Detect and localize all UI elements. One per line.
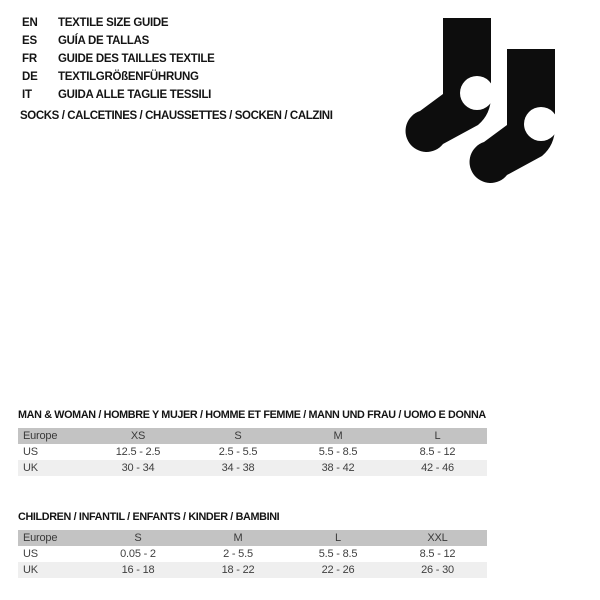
column-header: S [134,532,142,544]
cell: 5.5 - 8.5 [318,446,358,458]
language-label: GUIDA ALLE TAGLIE TESSILI [58,89,212,101]
table-title-children: CHILDREN / INFANTIL / ENFANTS / KINDER / BAMBINI [18,511,280,523]
column-header: M [233,532,243,544]
cell: 5.5 - 8.5 [318,548,358,560]
table-row-us [18,546,487,562]
column-header: Europe [23,430,58,442]
cell: 38 - 42 [321,462,355,474]
table-row-uk [18,460,487,476]
row-label: UK [23,564,38,576]
cell: 30 - 34 [121,462,155,474]
cell: 8.5 - 12 [419,548,456,560]
column-header: M [333,430,343,442]
column-header: XXL [427,532,448,544]
language-code: EN [22,17,38,29]
row-label: UK [23,462,38,474]
cell: 26 - 30 [421,564,454,576]
socks-icon [403,10,560,187]
table-row-uk [18,562,487,578]
column-header: S [234,430,242,442]
column-header: L [434,430,441,442]
language-code: IT [22,89,32,101]
language-row-de [22,68,215,86]
table-header-row [18,530,487,546]
language-label: GUÍA DE TALLAS [58,35,149,47]
cell: 8.5 - 12 [419,446,456,458]
language-code: ES [22,35,37,47]
language-label: TEXTILGRÖßENFÜHRUNG [58,71,199,83]
table-header-row [18,428,487,444]
language-row-fr [22,50,215,68]
column-header: L [335,532,341,544]
column-header: Europe [23,532,58,544]
language-label: GUIDE DES TAILLES TEXTILE [58,53,215,65]
cell: 22 - 26 [321,564,355,576]
language-row-en [22,14,215,32]
table-title-man-woman: MAN & WOMAN / HOMBRE Y MUJER / HOMME ET FEMME / MANN UND FRAU / UOMO E DONNA [18,409,486,421]
column-header: XS [130,430,146,442]
table-row-us [18,444,487,460]
cell: 42 - 46 [421,462,454,474]
cell: 0.05 - 2 [120,548,156,560]
row-label: US [23,548,38,560]
cell: 18 - 22 [221,564,255,576]
cell: 16 - 18 [121,564,155,576]
language-row-it [22,86,215,104]
language-label: TEXTILE SIZE GUIDE [58,17,169,29]
category-heading: SOCKS / CALCETINES / CHAUSSETTES / SOCKEN / CALZINI [20,110,333,122]
language-code: DE [22,71,38,83]
cell: 34 - 38 [221,462,255,474]
row-label: US [23,446,38,458]
size-table-man-woman [18,428,487,476]
language-row-es [22,32,215,50]
cell: 12.5 - 2.5 [115,446,161,458]
size-table-children [18,530,487,578]
language-code: FR [22,53,37,65]
language-list [22,14,215,104]
cell: 2.5 - 5.5 [218,446,258,458]
cell: 2 - 5.5 [223,548,253,560]
